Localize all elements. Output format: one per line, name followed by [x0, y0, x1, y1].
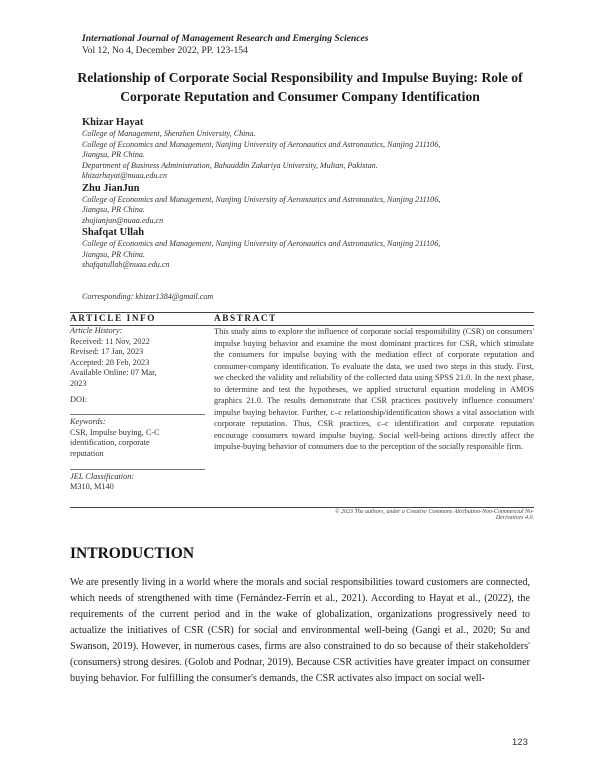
- title-line-2: Corporate Reputation and Consumer Company Identification: [120, 89, 480, 104]
- abstract-column: [214, 312, 534, 453]
- revised-date: Revised: 17 Jan, 2023: [70, 347, 144, 357]
- keywords-label: Keywords:: [70, 417, 106, 427]
- affiliation-line: Department of Business Administration, Bahauddin Zakariya University, Multan, Pakistan.: [82, 160, 378, 170]
- introduction-heading: INTRODUCTION: [70, 545, 195, 562]
- paper-title: [40, 68, 560, 106]
- doi: DOI:: [70, 394, 88, 404]
- article-info-heading: ARTICLE INFO: [70, 313, 157, 323]
- author-list: [82, 116, 522, 271]
- author-email: shafqatullah@nuaa.edu.cn: [82, 260, 170, 269]
- author-name: Zhu JianJun: [82, 182, 140, 194]
- journal-volume: Vol 12, No 4, December 2022, PP. 123-154: [82, 45, 248, 56]
- available-date: Available Online: 07 Mar,: [70, 368, 157, 378]
- affiliation-line: Jiangsu, PR China.: [82, 249, 145, 259]
- author-block: [82, 226, 522, 271]
- bottom-rule: [70, 507, 534, 508]
- received-date: Received: 11 Nov, 2022: [70, 336, 150, 346]
- article-info-column: [70, 312, 205, 493]
- affiliation-line: College of Economics and Management, Nanjing University of Aeronautics and Astronautics, Nanjing 211106,: [82, 194, 441, 204]
- jel-codes: M310, M140: [70, 482, 114, 492]
- jel-label: JEL Classification:: [70, 471, 135, 481]
- page-number: 123: [512, 737, 528, 748]
- author-block: [82, 116, 522, 182]
- keywords-line: reputation: [70, 448, 104, 458]
- journal-name: International Journal of Management Research and Emerging Sciences: [82, 33, 369, 44]
- author-block: [82, 182, 522, 227]
- keywords-line: CSR, Impulse buying, C-C: [70, 427, 160, 437]
- author-name: Shafqat Ullah: [82, 227, 145, 238]
- divider: [70, 414, 205, 415]
- corresponding-author: Corresponding: khizar1384@gmail.com: [82, 292, 214, 301]
- abstract-text: This study aims to explore the influence of corporate social responsibility (CSR) on consumers' impulse buying behavior and examine the most dominant practices for CSR, which stimulate the consumers for impulse buying with the mediation effect of corporate reputation and consumer-company identification. To evaluate the data, we used two steps in this study. First, we checked the validity and reliability of the collected data using SPSS 21.0. In the next phase, to determine and test the hypotheses, we applied structural equation modeling in AMOS graphics 21.0. The results demonstrate that CSR practices positively influence consumers' impulse buying behavior. Further, c–c relationship/identification shows a vital association with corporate reputation. Thus, CSR practices, c–c identification and corporate reputation encourage consumers toward impulse buying. Social well-being actions directly affect the impulse-buying behavior of consumers due to the perception of the socially responsible firm.: [214, 327, 534, 451]
- affiliation-line: College of Management, Shenzhen University, China.: [82, 129, 256, 138]
- author-name: Khizar Hayat: [82, 117, 144, 128]
- author-email: khizarhayat@nuaa.edu.cn: [82, 171, 168, 180]
- available-year: 2023: [70, 378, 87, 388]
- journal-header: [82, 33, 542, 57]
- divider: [70, 469, 205, 470]
- accepted-date: Accepted: 28 Feb, 2023: [70, 357, 150, 367]
- history-label: Article History:: [70, 326, 123, 335]
- affiliation-line: College of Economics and Management, Nanjing University of Aeronautics and Astronautics, Nanjing 211106,: [82, 139, 441, 149]
- affiliation-line: Jiangsu, PR China.: [82, 205, 145, 214]
- title-line-1: Relationship of Corporate Social Responsibility and Impulse Buying: Role of: [77, 70, 523, 85]
- keywords-line: identification, corporate: [70, 438, 150, 448]
- affiliation-line: College of Economics and Management, Nanjing University of Aeronautics and Astronautics, Nanjing 211106,: [82, 239, 441, 248]
- introduction-text: We are presently living in a world where the morals and social responsibilities toward customers are connected, which needs of strengthened with time (Fernández-Ferrín et al., 2021). According to Hayat et al., (2022), the requirements of the current period and in the wake of globalization, organizations progressively need to actualize the initiatives of CSR (CSR) for social and environmental well-being (Gangi et al., 2020; Su and Swanson, 2019). However, in numerous cases, firms are also constrained to do so because of their stakeholders' (consumers) strong desires. (Golob and Podnar, 2019). Because CSR activities have greater impact on consumer buying behavior. For fulfilling the consumer's demands, the CSR activates also impact on social well-: [70, 577, 530, 684]
- affiliation-line: Jiangsu, PR China.: [82, 150, 145, 159]
- author-email: zhujianjun@nuaa.edu.cn: [82, 215, 164, 225]
- license-note: © 2023 The authors, under a Creative Commons Attribution-Non-Commercial No-Derivatives 4.0.: [335, 509, 534, 521]
- abstract-heading: ABSTRACT: [214, 313, 277, 323]
